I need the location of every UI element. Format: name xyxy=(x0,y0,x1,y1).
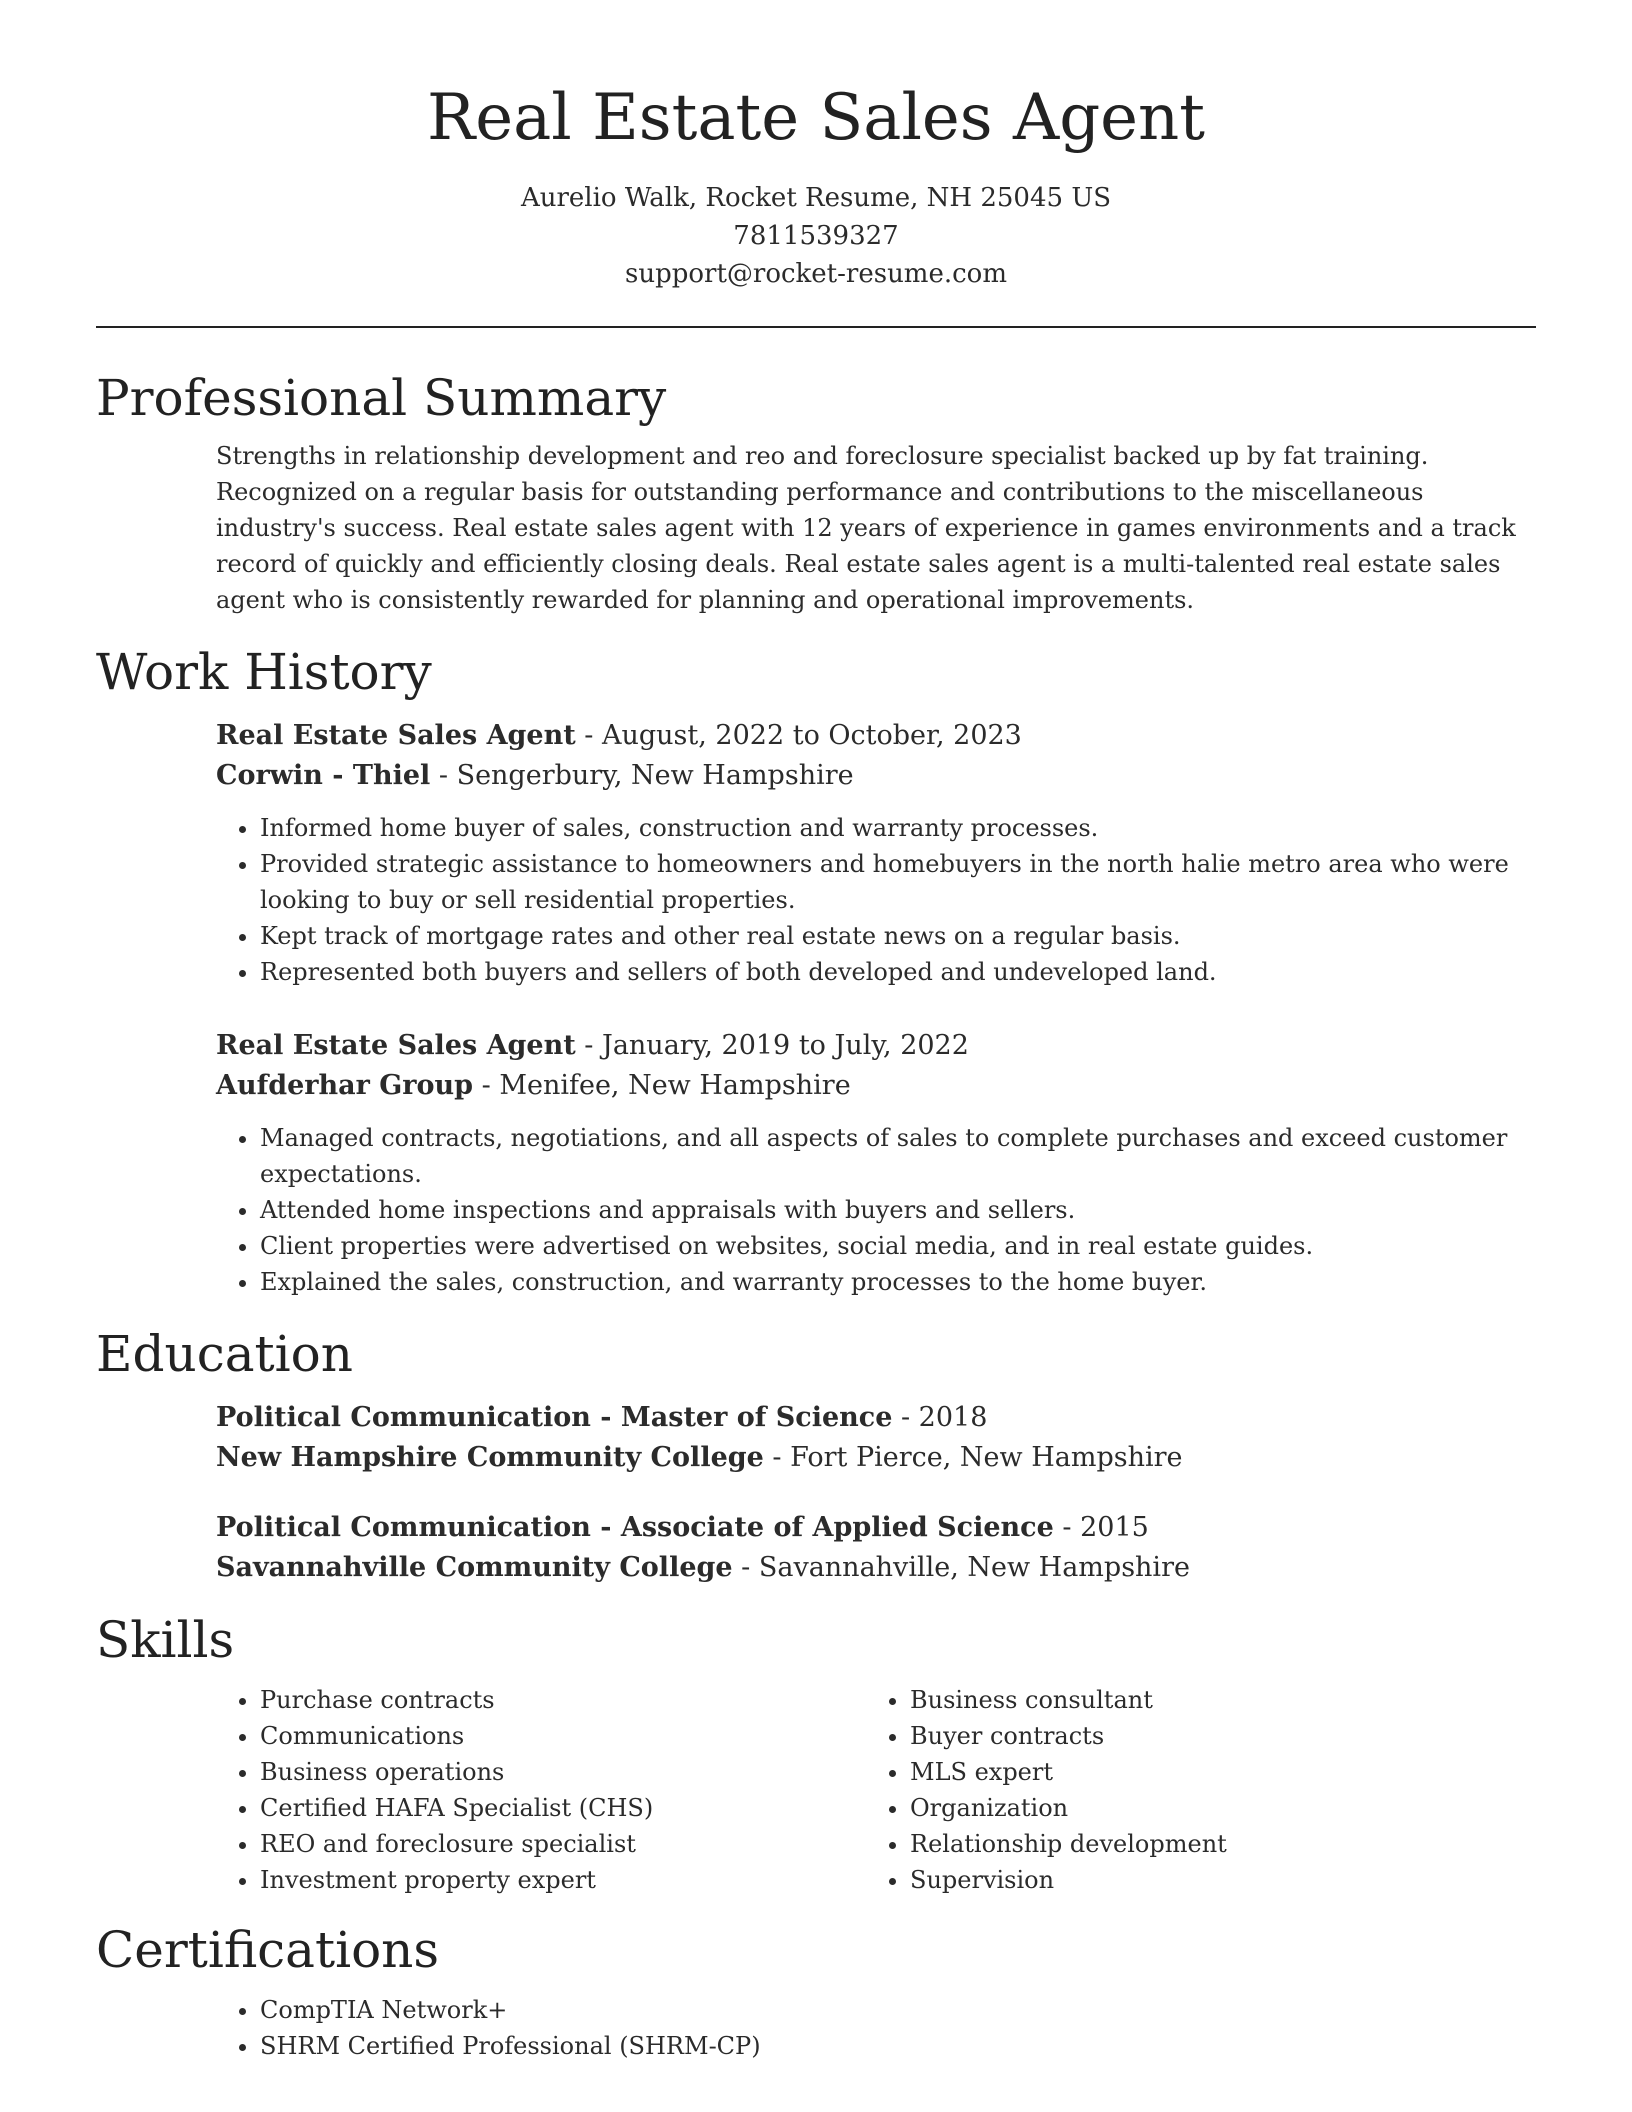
skill-item: • Purchase contracts xyxy=(260,1682,866,1718)
school-line xyxy=(216,1548,1536,1588)
job-company-line xyxy=(216,1066,1536,1106)
list-item: • Explained the sales, construction, and warranty processes to the home buyer. xyxy=(260,1264,1536,1300)
skill-item: • Business consultant xyxy=(910,1682,1516,1718)
job-entry xyxy=(216,1026,1536,1300)
certification-item: • CompTIA Network+ xyxy=(260,1992,1536,2028)
resume-page xyxy=(96,80,1536,2064)
school-line xyxy=(216,1438,1536,1478)
email: support@rocket-resume.com xyxy=(624,258,1007,289)
skill-item: • REO and foreclosure specialist xyxy=(260,1826,866,1862)
skills-columns xyxy=(216,1682,1536,1898)
certifications-heading: Certifications xyxy=(96,1920,440,1979)
certifications-section xyxy=(96,1920,1536,2064)
job-role: Real Estate Sales Agent xyxy=(216,1029,576,1061)
work-history-heading: Work History xyxy=(96,642,432,701)
skills-list-right xyxy=(866,1682,1516,1898)
contact-block xyxy=(96,179,1536,293)
graduation-year: - 2018 xyxy=(892,1401,988,1433)
job-title-line xyxy=(216,1026,1536,1066)
job-dates: - August, 2022 to October, 2023 xyxy=(575,719,1022,751)
work-history-section xyxy=(96,642,1536,1300)
list-item: • Client properties were advertised on websites, social media, and in real estate guides. xyxy=(260,1228,1536,1264)
skills-heading: Skills xyxy=(96,1610,235,1669)
skill-item: • Organization xyxy=(910,1790,1516,1826)
phone: 7811539327 xyxy=(733,220,899,251)
header-divider xyxy=(96,326,1536,328)
job-dates: - January, 2019 to July, 2022 xyxy=(575,1029,969,1061)
resume-title: Real Estate Sales Agent xyxy=(427,81,1205,155)
list-item: • Informed home buyer of sales, construction and warranty processes. xyxy=(260,810,1536,846)
job-entry xyxy=(216,716,1536,990)
skill-item: • Supervision xyxy=(910,1862,1516,1898)
job-location: - Sengerbury, New Hampshire xyxy=(430,759,854,791)
degree: Political Communication - Master of Science xyxy=(216,1401,893,1433)
summary-heading: Professional Summary xyxy=(96,368,667,427)
summary-section xyxy=(96,368,1536,618)
job-company-line xyxy=(216,756,1536,796)
skill-item: • Investment property expert xyxy=(260,1862,866,1898)
skill-item: • Certified HAFA Specialist (CHS) xyxy=(260,1790,866,1826)
list-item: • Represented both buyers and sellers of both developed and undeveloped land. xyxy=(260,954,1536,990)
job-role: Real Estate Sales Agent xyxy=(216,719,576,751)
education-entry xyxy=(216,1508,1536,1588)
resume-header xyxy=(96,80,1536,293)
job-company: Aufderhar Group xyxy=(216,1069,474,1101)
school: New Hampshire Community College xyxy=(216,1441,764,1473)
job-bullets xyxy=(216,1120,1536,1300)
skill-item: • MLS expert xyxy=(910,1754,1516,1790)
list-item: • Kept track of mortgage rates and other real estate news on a regular basis. xyxy=(260,918,1536,954)
job-company: Corwin - Thiel xyxy=(216,759,431,791)
summary-text: Strengths in relationship development and reo and foreclosure specialist backed up by fat training. Recognized on a regular basis for outstanding performance and contributions to the miscellaneous industry's success. Real estate sales agent with 12 years of experience in games environments and a track record of quickly and efficiently closing deals. Real estate sales agent is a multi-talented real estate sales agent who is consistently rewarded for planning and operational improvements. xyxy=(216,441,1516,614)
list-item: • Provided strategic assistance to homeowners and homebuyers in the north halie metro area who were looking to buy or sell residential properties. xyxy=(260,846,1536,918)
address: Aurelio Walk, Rocket Resume, NH 25045 US xyxy=(520,182,1112,213)
graduation-year: - 2015 xyxy=(1053,1511,1149,1543)
school: Savannahville Community College xyxy=(216,1551,733,1583)
school-location: - Fort Pierce, New Hampshire xyxy=(763,1441,1183,1473)
school-location: - Savannahville, New Hampshire xyxy=(732,1551,1190,1583)
job-title-line xyxy=(216,716,1536,756)
degree-line xyxy=(216,1398,1536,1438)
job-location: - Menifee, New Hampshire xyxy=(473,1069,851,1101)
job-bullets xyxy=(216,810,1536,990)
education-entry xyxy=(216,1398,1536,1478)
degree-line xyxy=(216,1508,1536,1548)
education-heading: Education xyxy=(96,1324,353,1383)
skills-section xyxy=(96,1610,1536,1898)
skill-item: • Business operations xyxy=(260,1754,866,1790)
education-section xyxy=(96,1324,1536,1588)
certification-item: • SHRM Certified Professional (SHRM-CP) xyxy=(260,2028,1536,2064)
skill-item: • Relationship development xyxy=(910,1826,1516,1862)
skill-item: • Communications xyxy=(260,1718,866,1754)
degree: Political Communication - Associate of Applied Science xyxy=(216,1511,1054,1543)
list-item: • Attended home inspections and appraisals with buyers and sellers. xyxy=(260,1192,1536,1228)
skill-item: • Buyer contracts xyxy=(910,1718,1516,1754)
certifications-list xyxy=(216,1992,1536,2064)
list-item: • Managed contracts, negotiations, and all aspects of sales to complete purchases and exceed customer expectations. xyxy=(260,1120,1536,1192)
skills-list-left xyxy=(216,1682,866,1898)
